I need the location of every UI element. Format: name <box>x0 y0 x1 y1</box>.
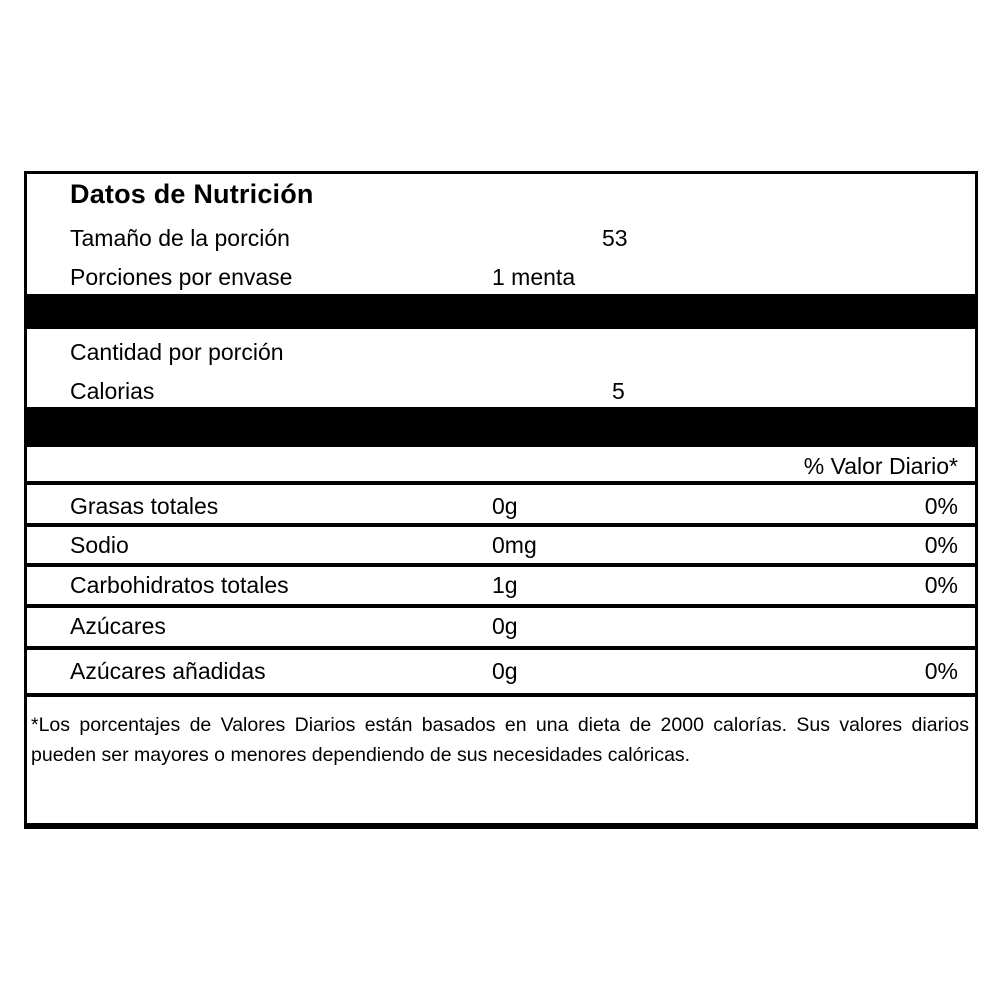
panel-title: Datos de Nutrición <box>70 179 314 209</box>
nutrient-label: Azúcares añadidas <box>70 658 266 684</box>
daily-value-footnote: *Los porcentajes de Valores Diarios están basados en una dieta de 2000 calorías. Sus valores diarios pueden ser mayores o menores dependiendo de sus necesidades calóricas. <box>31 714 969 766</box>
nutrient-amount: 0mg <box>492 532 537 558</box>
servings-per-container-row <box>27 258 975 296</box>
daily-value-header: % Valor Diario* <box>803 453 958 479</box>
calories-value: 5 <box>612 378 625 404</box>
nutrient-row-sugars <box>27 607 975 650</box>
nutrient-daily-value: 0% <box>924 493 958 519</box>
serving-size-value: 53 <box>602 225 628 251</box>
calories-row <box>27 372 975 410</box>
servings-per-container-value: 1 menta <box>492 264 576 290</box>
nutrient-amount: 0g <box>492 658 518 684</box>
nutrient-row-total-fat <box>27 489 975 527</box>
daily-value-header-row <box>27 447 975 485</box>
nutrient-amount: 0g <box>492 613 518 639</box>
nutrient-row-added-sugars <box>27 650 975 697</box>
calories-label: Calorias <box>70 378 155 404</box>
nutrient-amount: 1g <box>492 572 518 598</box>
nutrient-daily-value: 0% <box>924 572 958 598</box>
nutrient-label: Carbohidratos totales <box>70 572 289 598</box>
serving-size-row <box>27 218 975 258</box>
nutrient-daily-value: 0% <box>924 658 958 684</box>
serving-size-label: Tamaño de la porción <box>70 225 290 251</box>
nutrient-label: Grasas totales <box>70 493 219 519</box>
nutrient-label: Sodio <box>70 532 129 558</box>
amount-per-serving-label: Cantidad por porción <box>70 339 284 365</box>
nutrient-daily-value: 0% <box>924 532 958 558</box>
thick-divider-bar-middle <box>27 407 975 447</box>
nutrient-label: Azúcares <box>70 613 166 639</box>
thick-divider-bar-top <box>27 294 975 329</box>
servings-per-container-label: Porciones por envase <box>70 264 293 290</box>
amount-per-serving-row <box>27 332 975 372</box>
nutrient-row-sodium <box>27 527 975 567</box>
nutrition-facts-panel <box>24 171 978 829</box>
nutrient-row-total-carbs <box>27 567 975 608</box>
nutrient-amount: 0g <box>492 493 518 519</box>
